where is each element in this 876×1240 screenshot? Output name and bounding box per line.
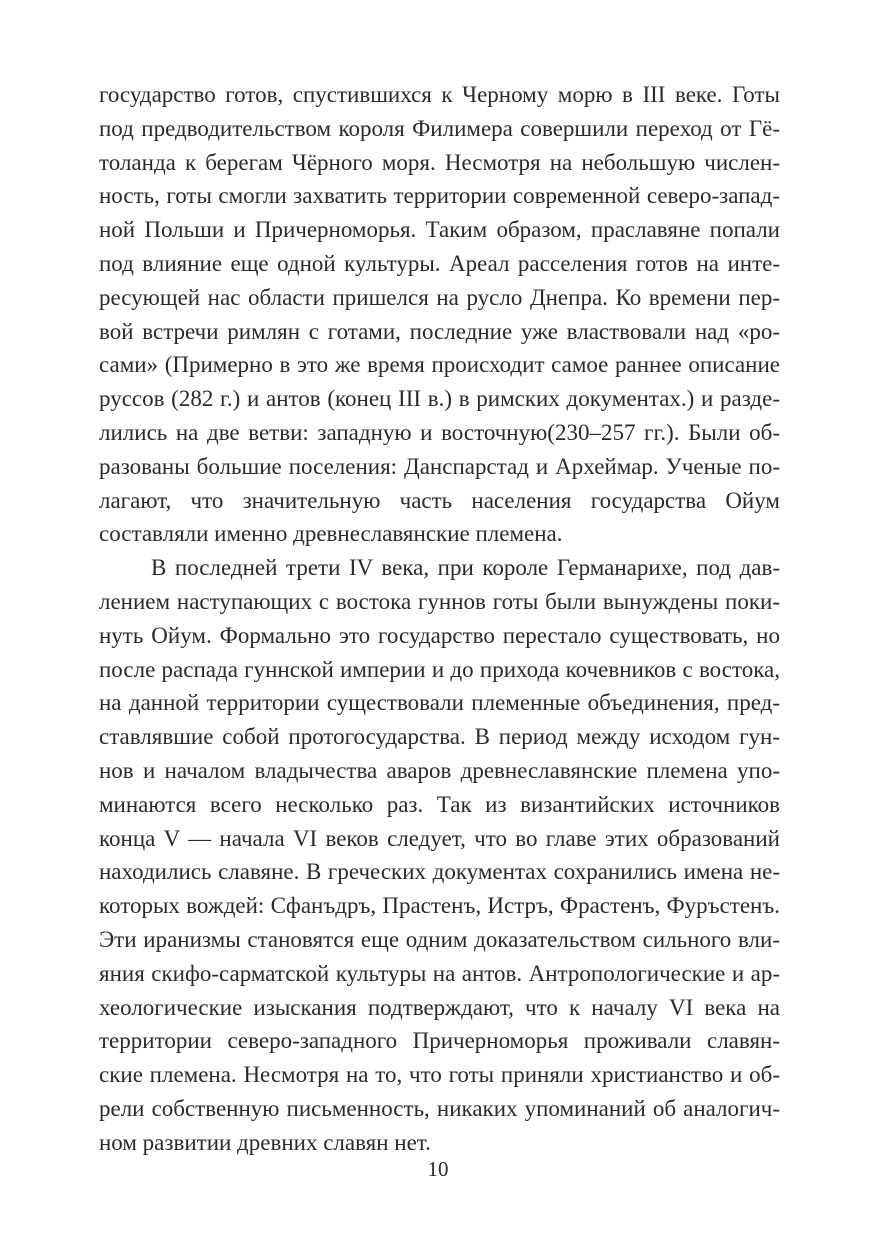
text-line: которых вождей: Сфанъдръ, Прастенъ, Истръ, Фрастенъ, Фуръстенъ. (99, 893, 780, 919)
text-line: нов и началом владычества аваров древнеславянские племена упо- (99, 757, 780, 783)
text-line: нуть Ойум. Формально это государство перестало существовать, но (99, 622, 780, 648)
text-line: ресующей нас области пришелся на русло Днепра. Ко времени пер- (99, 284, 780, 310)
text-line: рели собственную письменность, никаких упоминаний об аналогич- (99, 1095, 780, 1121)
paragraph-1 (99, 78, 780, 551)
text-line: составляли именно древнеславянские племена. (99, 521, 563, 547)
text-line: лением наступающих с востока гуннов готы были вынуждены поки- (99, 588, 780, 614)
text-line: Эти иранизмы становятся еще одним доказательством сильного вли- (99, 926, 780, 952)
text-line: находились славяне. В греческих документах сохранились имена не- (99, 859, 780, 885)
text-line: ставлявшие собой протогосударства. В период между исходом гун- (99, 724, 780, 750)
text-line: вой встречи римлян с готами, последние уже властвовали над «ро- (99, 318, 780, 344)
text-line: конца V — начала VI веков следует, что во главе этих образований (99, 825, 780, 851)
text-line: лагают, что значительную часть населения государства Ойум (99, 487, 780, 513)
paragraph-2 (99, 551, 780, 1159)
text-line: ность, готы смогли захватить территории современной северо-запад- (99, 183, 780, 209)
text-line: после распада гуннской империи и до прихода кочевников с востока, (99, 656, 780, 682)
text-line: ном развитии древних славян нет. (99, 1129, 431, 1155)
text-line: руссов (282 г.) и антов (конец III в.) в римских документах.) и разде- (99, 386, 780, 412)
body-text (99, 78, 780, 1160)
page-number: 10 (427, 1157, 449, 1181)
text-line: В последней трети IV века, при короле Германарихе, под дав- (151, 555, 780, 581)
text-line: яния скифо-сарматской культуры на антов. Антропологические и ар- (99, 960, 780, 986)
text-line: под предводительством короля Филимера совершили переход от Гё- (99, 115, 780, 141)
text-line: под влияние еще одной культуры. Ареал расселения готов на инте- (99, 250, 780, 276)
text-line: ские племена. Несмотря на то, что готы приняли христианство и об- (99, 1062, 780, 1088)
text-line: толанда к берегам Чёрного моря. Несмотря на небольшую числен- (99, 149, 780, 175)
text-line: ной Польши и Причерноморья. Таким образом, праславяне попали (99, 217, 780, 243)
text-line: на данной территории существовали племенные объединения, пред- (99, 690, 780, 716)
text-line: лились на две ветви: западную и восточную(230–257 гг.). Были об- (99, 419, 780, 445)
text-line: минаются всего несколько раз. Так из византийских источников (99, 791, 780, 817)
text-line: разованы большие поселения: Данспарстад и Археймар. Ученые по- (99, 453, 780, 479)
text-line: территории северо-западного Причерноморья проживали славян- (99, 1028, 780, 1054)
text-line: государство готов, спустившихся к Черному морю в III веке. Готы (99, 82, 780, 107)
text-line: сами» (Примерно в это же время происходит самое раннее описание (99, 352, 780, 378)
text-line: хеологические изыскания подтверждают, что к началу VI века на (99, 994, 780, 1020)
